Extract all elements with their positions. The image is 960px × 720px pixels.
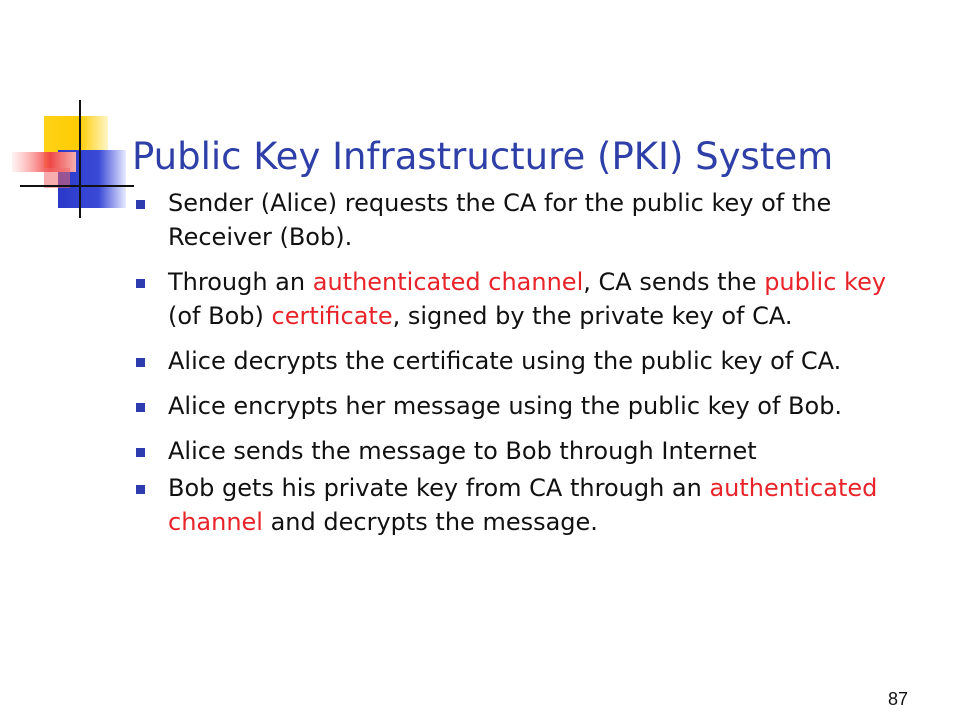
highlighted-text: certificate xyxy=(271,302,393,330)
bullet-list xyxy=(130,186,910,550)
bullet-text: Alice encrypts her message using the public key of Bob. xyxy=(168,392,843,420)
slide-title: Public Key Infrastructure (PKI) System xyxy=(132,135,834,178)
bullet-item xyxy=(130,471,910,539)
bullet-item xyxy=(130,265,910,333)
highlighted-text: authenticated channel xyxy=(312,268,584,296)
bullet-text: Alice sends the message to Bob through Internet xyxy=(168,437,757,465)
bullet-text: Through an xyxy=(168,268,313,296)
bullet-text: and decrypts the message. xyxy=(262,508,598,536)
bullet-marker-icon xyxy=(136,358,145,367)
bullet-text: Sender (Alice) requests the CA for the public key of the Receiver (Bob). xyxy=(168,189,832,251)
bullet-marker-icon xyxy=(136,279,145,288)
bullet-item xyxy=(130,389,910,423)
bullet-marker-icon xyxy=(136,200,145,209)
bullet-marker-icon xyxy=(136,485,145,494)
corner-decoration xyxy=(0,0,140,230)
highlighted-text: authenticated channel xyxy=(168,474,878,536)
highlighted-text: public key xyxy=(764,268,887,296)
bullet-item xyxy=(130,344,910,378)
bullet-item xyxy=(130,434,910,468)
bullet-marker-icon xyxy=(136,403,145,412)
bullet-marker-icon xyxy=(136,448,145,457)
bullet-text: , signed by the private key of CA. xyxy=(392,302,793,330)
bullet-text: Alice decrypts the certificate using the public key of CA. xyxy=(168,347,842,375)
bullet-text: , CA sends the xyxy=(583,268,765,296)
bullet-text: Bob gets his private key from CA through an xyxy=(168,474,710,502)
page-number: 87 xyxy=(887,689,908,709)
bullet-item xyxy=(130,186,910,254)
bullet-text: (of Bob) xyxy=(168,302,272,330)
